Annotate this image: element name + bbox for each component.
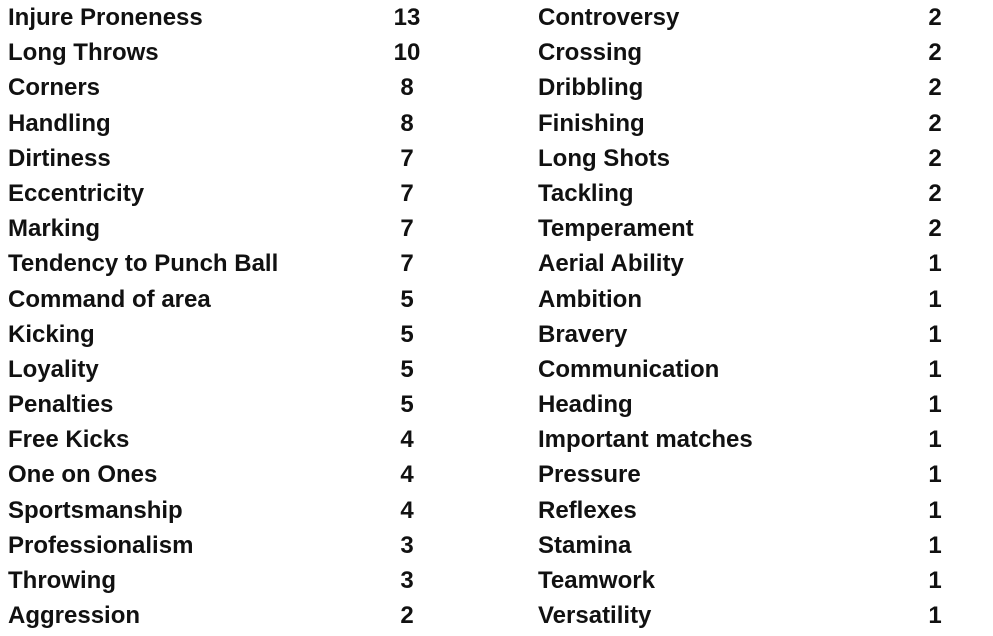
left-column — [0, 0, 470, 636]
attribute-count: 5 — [400, 391, 414, 419]
attribute-row — [0, 246, 470, 281]
attribute-label: Dirtiness — [8, 144, 111, 172]
attribute-label: One on Ones — [8, 461, 158, 489]
attribute-count: 1 — [928, 531, 942, 559]
attribute-row — [530, 176, 993, 211]
attribute-label: Long Throws — [8, 39, 159, 67]
attribute-row — [530, 598, 993, 633]
attribute-count: 7 — [400, 215, 414, 243]
attribute-row — [0, 317, 470, 352]
attribute-count: 5 — [400, 320, 414, 348]
attribute-row — [530, 70, 993, 105]
attribute-count: 7 — [400, 250, 414, 278]
attribute-count: 1 — [928, 426, 942, 454]
attribute-count: 4 — [400, 426, 414, 454]
attribute-label: Command of area — [8, 285, 211, 313]
attribute-label: Ambition — [538, 285, 642, 313]
attribute-row — [530, 106, 993, 141]
attribute-count: 1 — [928, 496, 942, 524]
attribute-count: 2 — [400, 602, 414, 630]
attribute-count: 3 — [400, 531, 414, 559]
attribute-row — [530, 528, 993, 563]
attribute-label: Reflexes — [538, 496, 637, 524]
attribute-label: Crossing — [538, 39, 643, 67]
right-column — [530, 0, 993, 636]
attribute-row — [0, 528, 470, 563]
attribute-row — [0, 176, 470, 211]
attribute-label: Aerial Ability — [538, 250, 684, 278]
attribute-row — [530, 0, 993, 35]
attribute-row — [530, 317, 993, 352]
attribute-label: Handling — [8, 109, 111, 137]
attribute-count: 2 — [928, 179, 942, 207]
attribute-label: Sportsmanship — [8, 496, 183, 524]
attribute-label: Injure Proneness — [8, 4, 203, 31]
attribute-count: 1 — [928, 602, 942, 630]
attribute-row — [0, 106, 470, 141]
attribute-count: 2 — [928, 4, 942, 31]
attribute-count: 1 — [928, 285, 942, 313]
attribute-count: 1 — [928, 355, 942, 383]
attribute-count: 10 — [393, 39, 421, 67]
attribute-label: Teamwork — [538, 567, 655, 594]
attribute-row — [0, 387, 470, 422]
attribute-row — [0, 457, 470, 492]
attribute-row — [0, 35, 470, 70]
attribute-row — [530, 282, 993, 317]
attribute-row — [530, 422, 993, 457]
attribute-row — [0, 141, 470, 176]
attribute-label: Controversy — [538, 4, 680, 31]
attribute-label: Bravery — [538, 320, 628, 348]
attribute-label: Dribbling — [538, 74, 644, 102]
attribute-row — [0, 422, 470, 457]
attribute-count: 7 — [400, 179, 414, 207]
attribute-row — [530, 35, 993, 70]
attribute-count: 4 — [400, 461, 414, 489]
attribute-row — [530, 246, 993, 281]
attribute-row — [530, 563, 993, 598]
attribute-count: 2 — [928, 39, 942, 67]
attribute-label: Finishing — [538, 109, 645, 137]
attribute-row — [0, 598, 470, 633]
attribute-label: Stamina — [538, 531, 632, 559]
attribute-row — [530, 457, 993, 492]
attribute-label: Tackling — [538, 179, 634, 207]
attribute-row — [530, 141, 993, 176]
attribute-label: Penalties — [8, 391, 114, 419]
attribute-count: 5 — [400, 355, 414, 383]
attribute-count: 1 — [928, 391, 942, 419]
attribute-count: 2 — [928, 109, 942, 137]
attribute-count: 1 — [928, 250, 942, 278]
attribute-row — [0, 493, 470, 528]
attribute-label: Free Kicks — [8, 426, 130, 454]
attribute-count: 1 — [928, 320, 942, 348]
attribute-count: 1 — [928, 567, 942, 594]
attribute-label: Long Shots — [538, 144, 670, 172]
attribute-row — [530, 493, 993, 528]
attribute-label: Corners — [8, 74, 101, 102]
attribute-row — [0, 282, 470, 317]
attribute-label: Heading — [538, 391, 633, 419]
attribute-row — [0, 352, 470, 387]
attribute-count: 3 — [400, 567, 414, 594]
attribute-row — [0, 563, 470, 598]
attribute-label: Marking — [8, 215, 101, 243]
attribute-label: Important matches — [538, 426, 753, 454]
attribute-row — [0, 70, 470, 105]
attribute-row — [530, 211, 993, 246]
attribute-count: 2 — [928, 215, 942, 243]
attribute-count: 2 — [928, 144, 942, 172]
attribute-count: 7 — [400, 144, 414, 172]
attribute-label: Kicking — [8, 320, 95, 348]
attribute-label: Versatility — [538, 602, 652, 630]
attribute-label: Temperament — [538, 215, 694, 243]
attribute-label: Aggression — [8, 602, 141, 630]
attribute-count: 4 — [400, 496, 414, 524]
attribute-label: Professionalism — [8, 531, 194, 559]
attribute-label: Eccentricity — [8, 179, 145, 207]
attribute-label: Communication — [538, 355, 720, 383]
attribute-row — [0, 211, 470, 246]
attribute-count: 2 — [928, 74, 942, 102]
attribute-label: Loyality — [8, 355, 99, 383]
attribute-count: 1 — [928, 461, 942, 489]
attribute-count: 13 — [393, 4, 421, 31]
attribute-count: 5 — [400, 285, 414, 313]
attribute-row — [530, 387, 993, 422]
attribute-count: 8 — [400, 109, 414, 137]
attribute-row — [530, 352, 993, 387]
attribute-label: Tendency to Punch Ball — [8, 250, 279, 278]
attribute-row — [0, 0, 470, 35]
attribute-label: Throwing — [8, 567, 116, 594]
attribute-label: Pressure — [538, 461, 641, 489]
attribute-count: 8 — [400, 74, 414, 102]
